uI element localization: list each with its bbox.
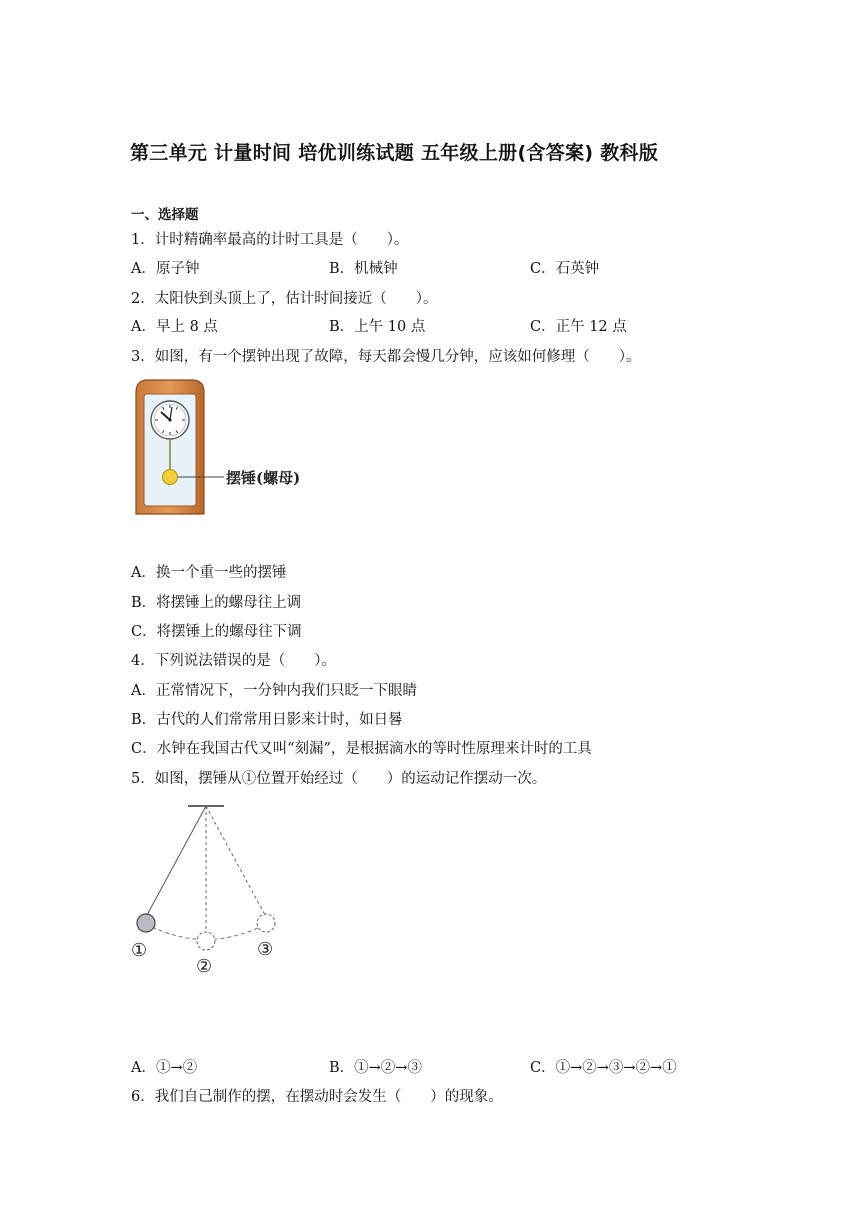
- question-4-option-b: B．古代的人们常常用日影来计时，如日晷: [131, 712, 403, 728]
- section-heading: 一、选择题: [131, 207, 199, 223]
- question-1-option-a: A．原子钟: [131, 261, 200, 277]
- question-3-option-a: A．换一个重一些的摆锤: [131, 565, 287, 581]
- question-4-option-c: C．水钟在我国古代又叫“刻漏”，是根据滴水的等时性原理来计时的工具: [131, 741, 592, 757]
- question-1-option-c: C．石英钟: [530, 261, 600, 277]
- question-5-option-c: C．①→②→③→②→①: [530, 1060, 677, 1076]
- position-3-label: ③: [257, 939, 274, 960]
- question-3-option-b: B．将摆锤上的螺母往上调: [131, 595, 302, 611]
- pendulum-bob-label: 摆锤(螺母): [226, 469, 301, 487]
- document-title: 第三单元 计量时间 培优训练试题 五年级上册(含答案) 教科版: [130, 142, 659, 164]
- question-2-option-a: A．早上 8 点: [131, 319, 218, 335]
- question-5-option-a: A．①→②: [131, 1060, 198, 1076]
- question-4-stem: 4．下列说法错误的是（ ）。: [131, 653, 336, 669]
- question-6-stem: 6．我们自己制作的摆，在摆动时会发生（ ）的现象。: [131, 1089, 503, 1105]
- question-4-option-a: A．正常情况下，一分钟内我们只眨一下眼睛: [131, 683, 417, 699]
- question-5-option-b: B．①→②→③: [329, 1060, 422, 1076]
- question-1-stem: 1．计时精确率最高的计时工具是（ ）。: [131, 232, 409, 248]
- question-5-stem: 5．如图，摆锤从①位置开始经过（ ）的运动记作摆动一次。: [131, 771, 547, 787]
- position-1-label: ①: [131, 940, 148, 961]
- position-2-label: ②: [196, 956, 213, 977]
- question-3-stem: 3．如图，有一个摆钟出现了故障，每天都会慢几分钟，应该如何修理（ ）。: [131, 349, 641, 365]
- question-3-option-c: C．将摆锤上的螺母往下调: [131, 624, 302, 640]
- question-2-stem: 2．太阳快到头顶上了，估计时间接近（ ）。: [131, 291, 438, 307]
- question-2-option-c: C．正午 12 点: [530, 319, 627, 335]
- question-1-option-b: B．机械钟: [329, 261, 398, 277]
- pendulum-clock-figure: [128, 376, 328, 521]
- pendulum-swing-figure: [128, 800, 288, 980]
- question-2-option-b: B．上午 10 点: [329, 319, 426, 335]
